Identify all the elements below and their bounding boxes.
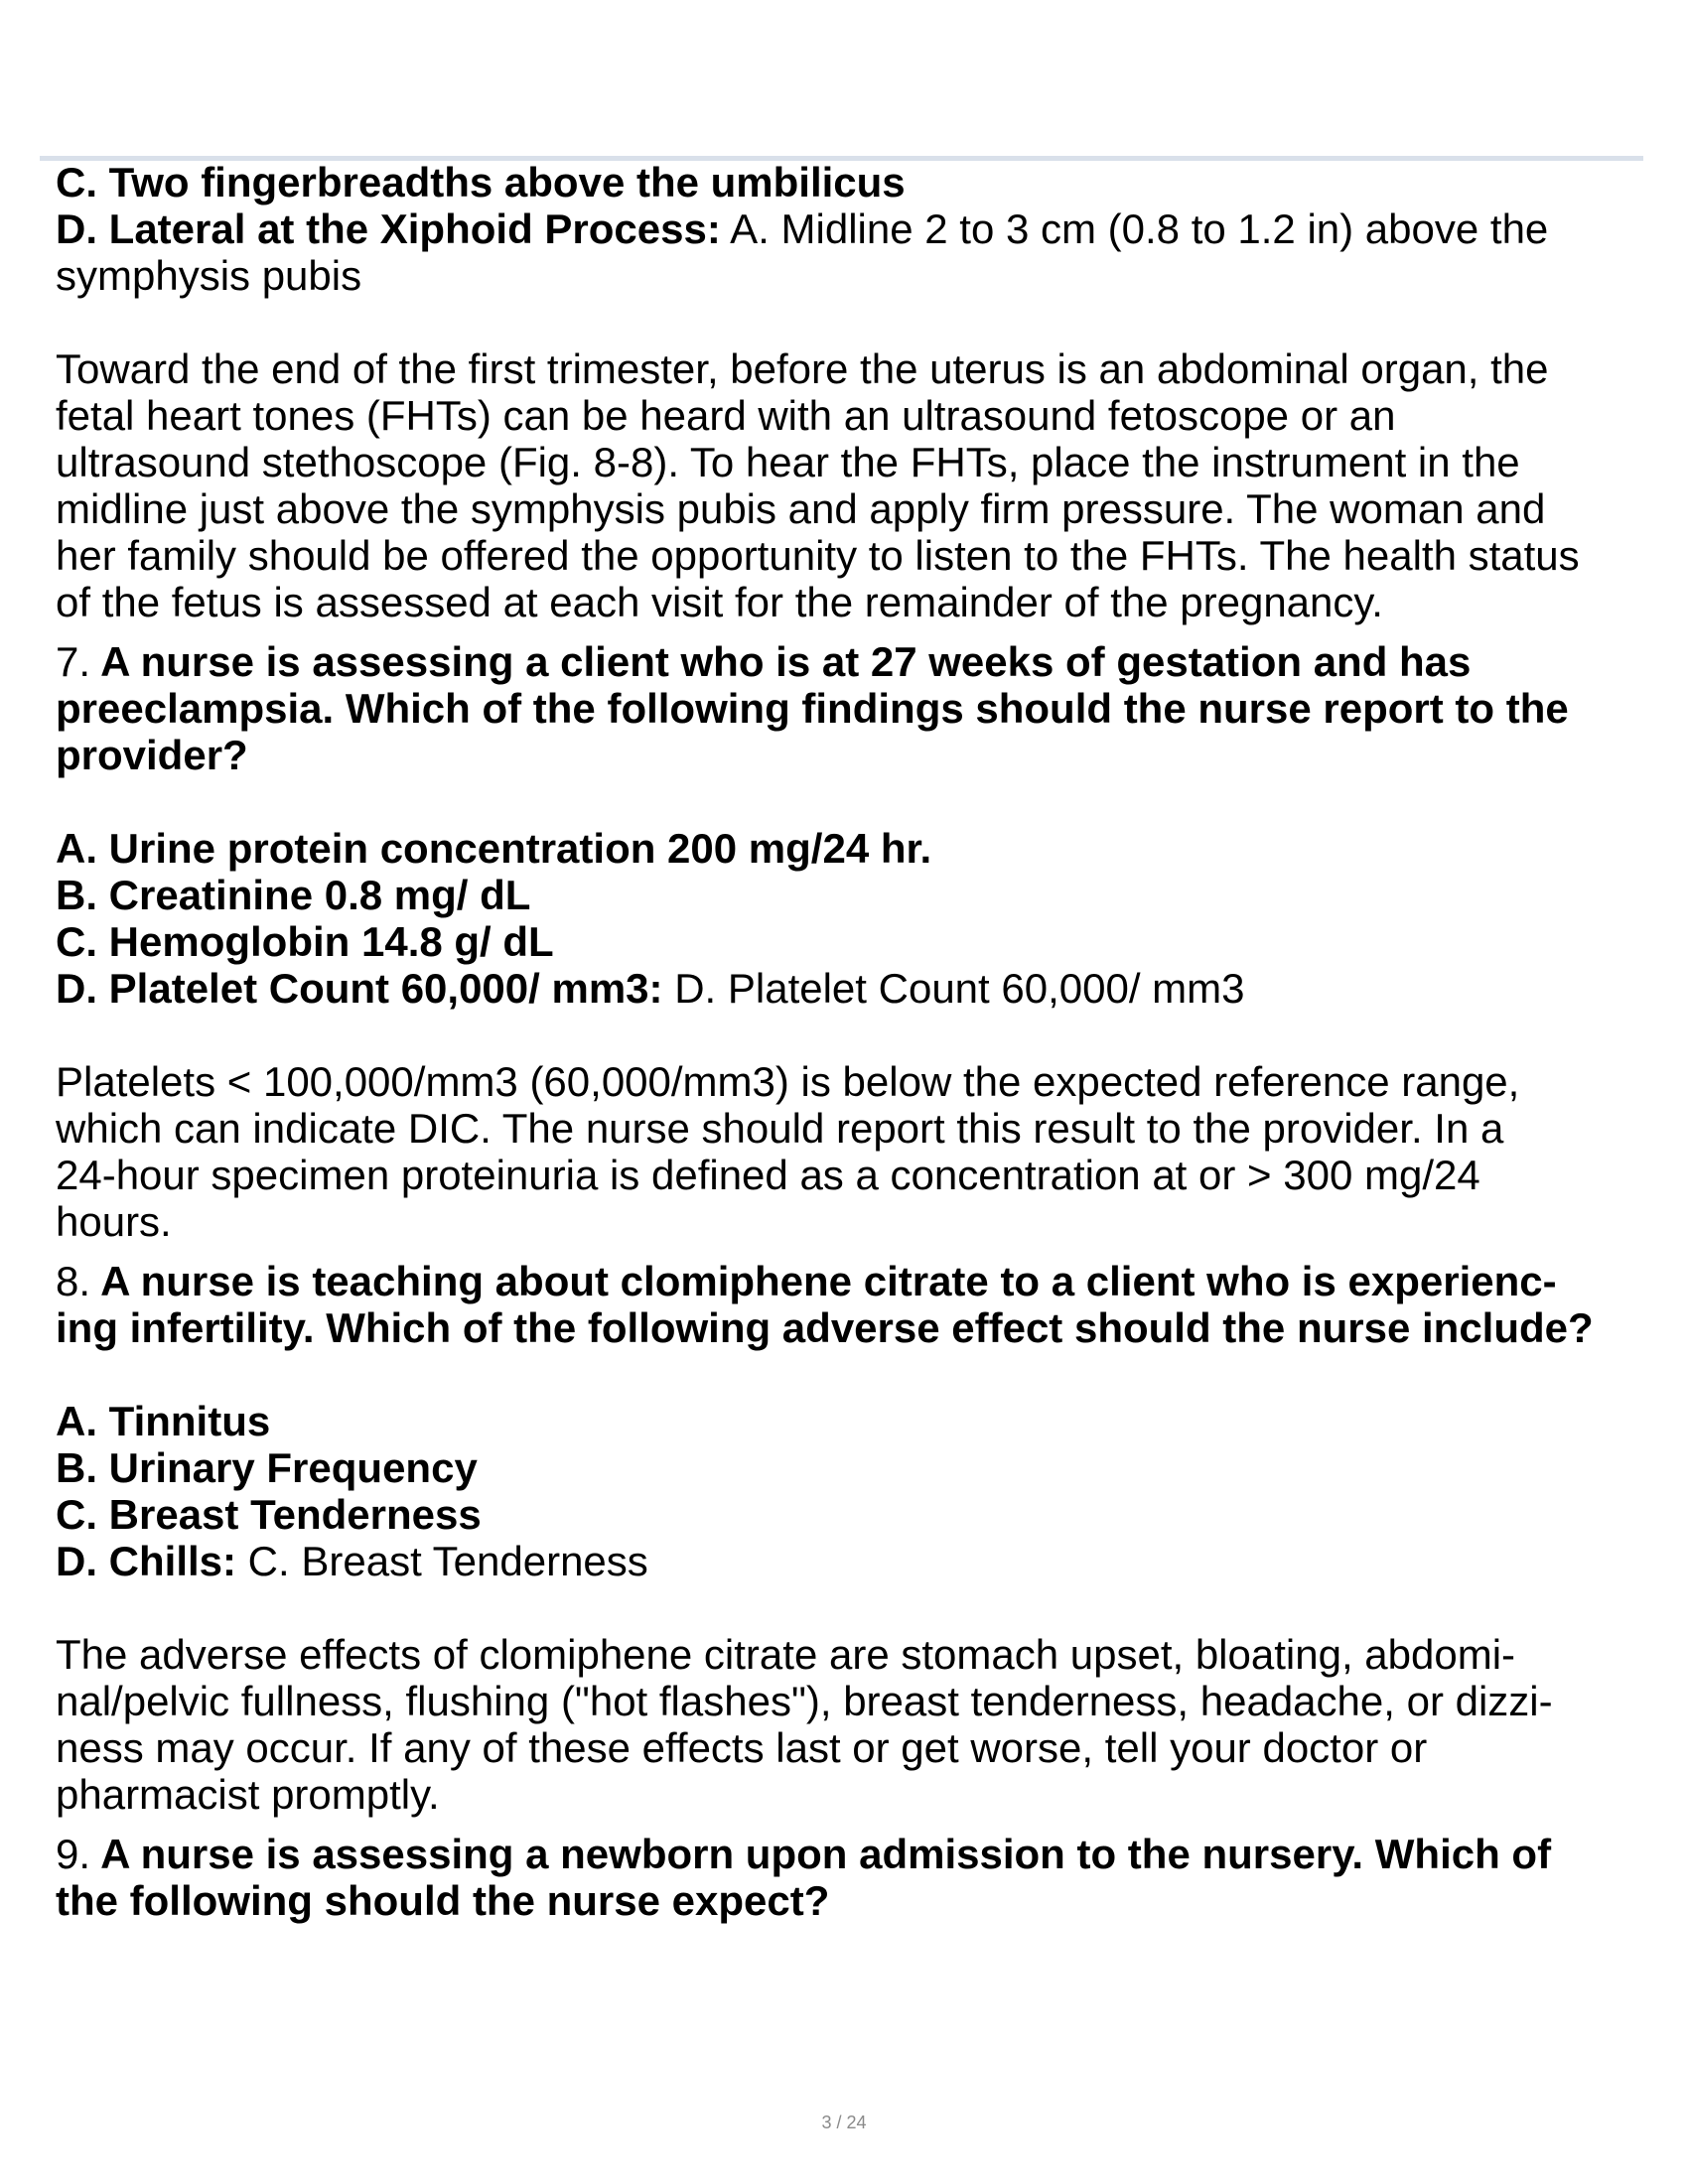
q6-rationale-line: of the fetus is assessed at each visit for the remainder of the pregnancy. [56,579,1383,625]
q8-question-line: A nurse is teaching about clomiphene citrate to a client who is experienc- [90,1258,1557,1304]
q8-option-c: C. Breast Tenderness [56,1491,482,1538]
q8-option-d [56,1538,1644,1584]
q6-rationale [56,345,1644,625]
q6-option-c: C. Two fingerbreadths above the umbilicus [56,159,906,205]
q7-option-b: B. Creatinine 0.8 mg/ dL [56,872,531,918]
q8-option-d-label: D. Chills: [56,1538,237,1584]
document-body [56,159,1644,1924]
q7-option-a: A. Urine protein concentration 200 mg/24 hr. [56,825,932,872]
q8-question-line: ing infertility. Which of the following adverse effect should the nurse include? [56,1304,1594,1351]
q8-rationale-line: ness may occur. If any of these effects last or get worse, tell your doctor or [56,1724,1428,1771]
q6-option-d-label: D. Lateral at the Xiphoid Process: [56,205,721,252]
q6-rationale-line: her family should be offered the opportunity to listen to the FHTs. The health status [56,532,1580,579]
q7-rationale-line: which can indicate DIC. The nurse should report this result to the provider. In a [56,1105,1504,1152]
q9-number: 9. [56,1831,91,1877]
q6-rationale-line: Toward the end of the first trimester, before the uterus is an abdominal organ, the [56,345,1549,392]
q7-option-d-label: D. Platelet Count 60,000/ mm3: [56,965,663,1012]
q8-rationale-line: nal/pelvic fullness, flushing ("hot flashes"), breast tenderness, headache, or dizzi- [56,1678,1553,1724]
q8-rationale-line: The adverse effects of clomiphene citrate are stomach upset, bloating, abdomi- [56,1631,1516,1678]
q7-rationale-line: 24-hour specimen proteinuria is defined as a concentration at or > 300 mg/24 [56,1152,1480,1198]
q7-rationale [56,1058,1644,1245]
q6-answer-cont: symphysis pubis [56,252,362,299]
q6-rationale-line: midline just above the symphysis pubis and apply firm pressure. The woman and [56,485,1546,532]
q8-option-a: A. Tinnitus [56,1398,271,1444]
q6-option-d [56,205,1644,252]
q6-rationale-line: ultrasound stethoscope (Fig. 8-8). To hear the FHTs, place the instrument in the [56,439,1520,485]
q6-rationale-line: fetal heart tones (FHTs) can be heard with an ultrasound fetoscope or an [56,392,1396,439]
q8-option-b: B. Urinary Frequency [56,1444,478,1491]
q7-option-d [56,965,1644,1012]
q7-question-line: provider? [56,732,248,778]
q7-rationale-line: Platelets < 100,000/mm3 (60,000/mm3) is below the expected reference range, [56,1058,1520,1105]
q9-question-line: the following should the nurse expect? [56,1877,830,1924]
q7-question-line: A nurse is assessing a client who is at 27 weeks of gestation and has [90,638,1472,685]
page-number: 3 / 24 [821,2113,867,2132]
q7-options [56,825,1644,1012]
q7-question [56,638,1644,778]
q9-question-line: A nurse is assessing a newborn upon admission to the nursery. Which of [90,1831,1552,1877]
q6-answer: A. Midline 2 to 3 cm (0.8 to 1.2 in) above the [720,205,1549,252]
q7-rationale-line: hours. [56,1198,172,1245]
q8-question [56,1258,1644,1351]
q7-number: 7. [56,638,91,685]
q9-question [56,1831,1644,1924]
q7-question-line: preeclampsia. Which of the following findings should the nurse report to the [56,685,1569,732]
q8-rationale-line: pharmacist promptly. [56,1771,440,1818]
q8-rationale [56,1631,1644,1818]
q7-option-c: C. Hemoglobin 14.8 g/ dL [56,918,554,965]
q8-number: 8. [56,1258,91,1304]
q7-answer: D. Platelet Count 60,000/ mm3 [662,965,1245,1012]
q8-options [56,1398,1644,1584]
q8-answer: C. Breast Tenderness [236,1538,648,1584]
